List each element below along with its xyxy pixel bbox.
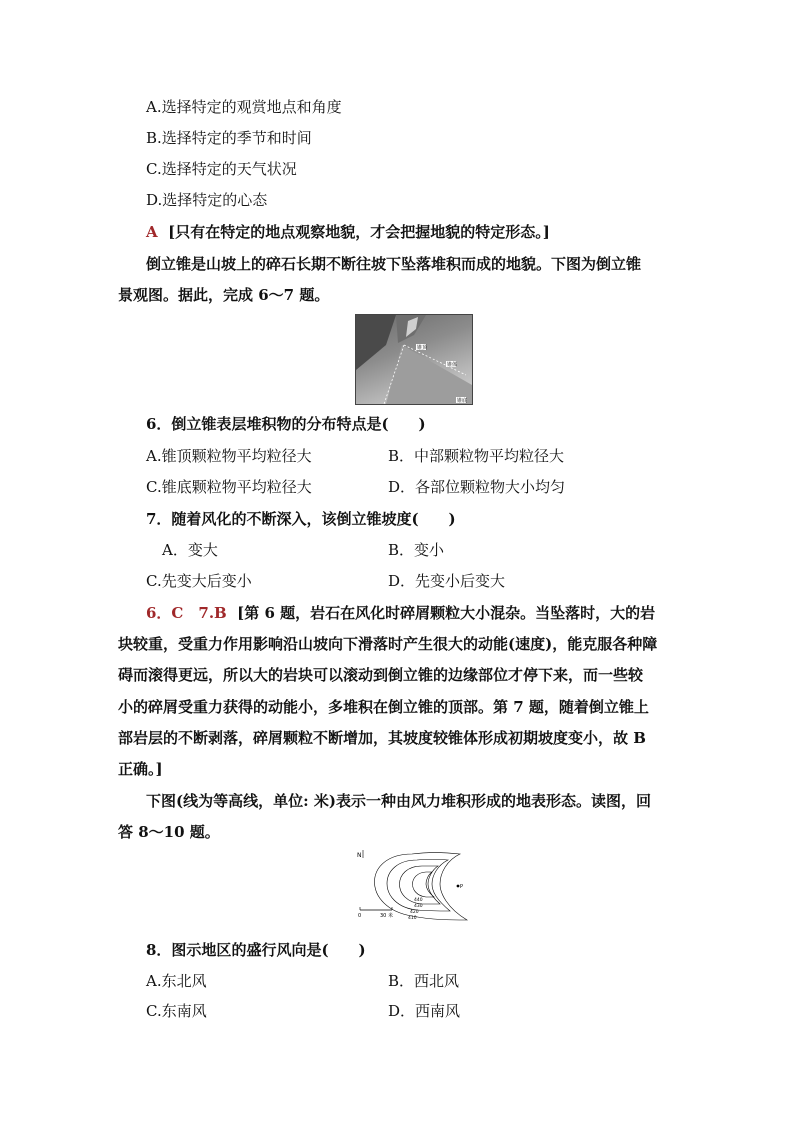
q8-option-a: A.东北风 xyxy=(146,972,207,990)
intro-8-10-line2: 答 8～10 题。 xyxy=(118,823,220,841)
intro-6-7-line1: 倒立锥是山坡上的碎石长期不断往坡下坠落堆积而成的地貌。下图为倒立锥 xyxy=(146,255,642,273)
q6-option-c: C.锥底颗粒物平均粒径大 xyxy=(146,478,312,496)
point-p-label: P xyxy=(460,884,464,890)
q6-option-d: D．各部位颗粒物大小均匀 xyxy=(388,478,566,496)
q6-stem: 6．倒立锥表层堆积物的分布特点是( ) xyxy=(146,415,426,433)
north-label: N xyxy=(357,852,362,859)
inverted-cone-photo xyxy=(355,314,473,405)
q5-option-a: A.选择特定的观赏地点和角度 xyxy=(146,98,342,116)
q7-stem: 7．随着风化的不断深入，该倒立锥坡度( ) xyxy=(146,510,456,528)
answer-6-7-letters: 6．C 7.B xyxy=(146,604,227,622)
photo-label-body: 锥体 xyxy=(447,362,458,368)
intro-6-7-line2: 景观图。据此，完成 6～7 题。 xyxy=(118,286,330,304)
q7-option-c: C.先变大后变小 xyxy=(146,572,252,590)
answer-6-7-text1: [第 6 题，岩石在风化时碎屑颗粒大小混杂。当坠落时，大的岩 xyxy=(237,604,656,622)
photo-label-bottom: 锥底 xyxy=(457,398,468,404)
answer-6-7-line5: 部岩层的不断剥落，碎屑颗粒不断增加，其坡度较锥体形成初期坡度变小，故 B xyxy=(118,729,646,747)
q7-option-a: A．变大 xyxy=(162,541,218,559)
contour-label-410: 410 xyxy=(408,916,417,921)
intro-8-10-line1: 下图(线为等高线，单位: 米)表示一种由风力堆积形成的地表形态。读图，回 xyxy=(146,792,651,810)
q8-stem: 8．图示地区的盛行风向是( ) xyxy=(146,941,366,959)
q6-option-b: B．中部颗粒物平均粒径大 xyxy=(388,447,565,465)
answer-6-7-line4: 小的碎屑受重力获得的动能小，多堆积在倒立锥的顶部。第 7 题，随着倒立锥上 xyxy=(118,698,649,716)
contour-label-420: 420 xyxy=(410,910,419,915)
answer-6-7-line3: 碍而滚得更远，所以大的岩块可以滚动到倒立锥的边缘部位才停下来，而一些较 xyxy=(118,666,644,684)
answer-6-7-line2: 块较重，受重力作用影响沿山坡向下滑落时产生很大的动能(速度)，能克服各种障 xyxy=(118,635,658,653)
q8-option-b: B．西北风 xyxy=(388,972,460,990)
q5-answer-text: [只有在特定的地点观察地貌，才会把握地貌的特定形态。] xyxy=(168,223,550,241)
scale-distance: 30 米 xyxy=(380,913,393,919)
contour-label-430: 430 xyxy=(414,904,423,909)
answer-6-7-line6: 正确。] xyxy=(118,760,163,778)
contour-label-440: 440 xyxy=(414,898,423,903)
q5-answer-letter: A xyxy=(146,223,158,241)
q5-option-b: B.选择特定的季节和时间 xyxy=(146,129,312,147)
q8-option-c: C.东南风 xyxy=(146,1002,207,1020)
q5-option-d: D.选择特定的心态 xyxy=(146,191,268,209)
point-p-marker xyxy=(457,885,460,888)
scale-zero: 0 xyxy=(358,913,362,919)
q6-option-a: A.锥顶颗粒物平均粒径大 xyxy=(146,447,312,465)
answer-6-7-line1 xyxy=(146,603,655,623)
q7-option-b: B．变小 xyxy=(388,541,445,559)
q5-answer xyxy=(146,222,550,242)
q8-option-d: D．西南风 xyxy=(388,1002,461,1020)
q7-option-d: D．先变小后变大 xyxy=(388,572,506,590)
photo-label-top: 锥顶 xyxy=(417,345,428,351)
q5-option-c: C.选择特定的天气状况 xyxy=(146,160,297,178)
dune-contour-map xyxy=(352,848,470,922)
